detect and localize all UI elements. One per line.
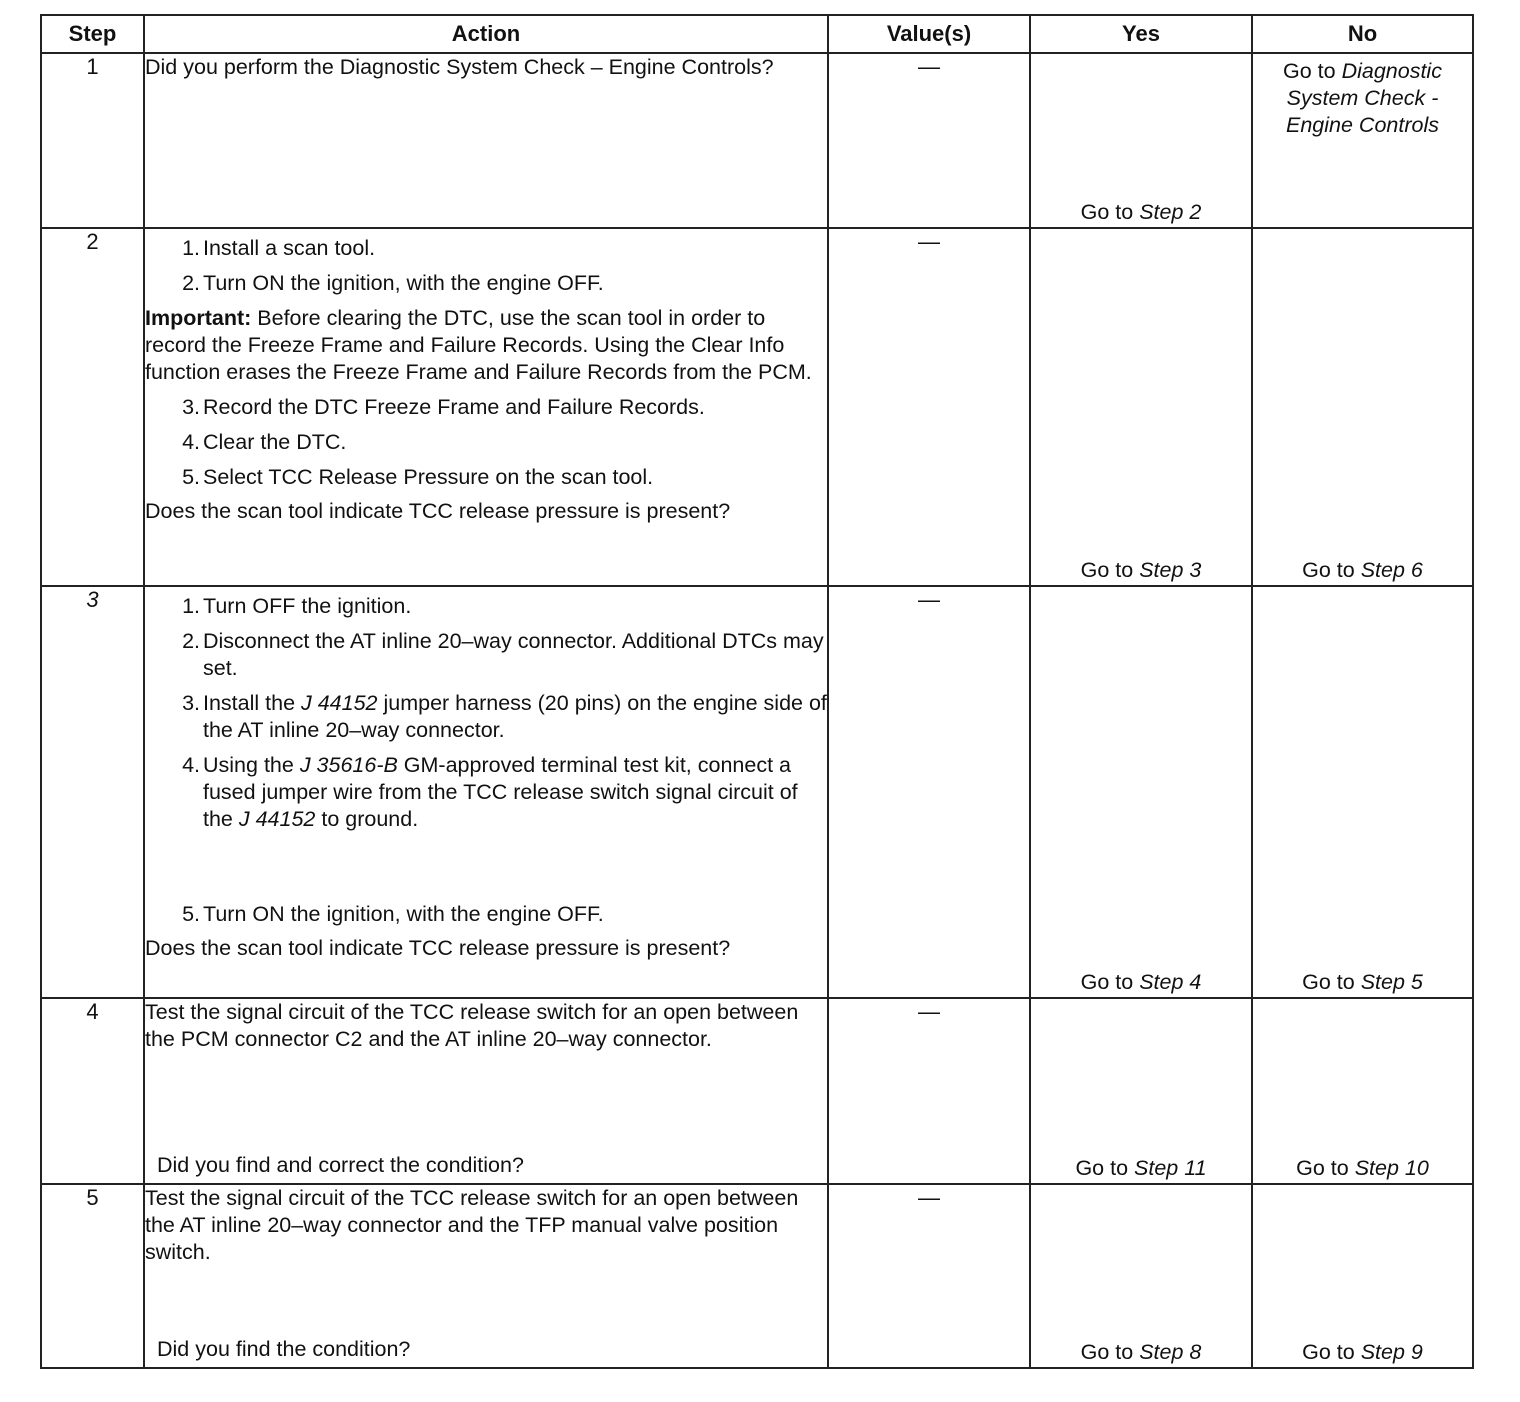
yes-link[interactable] bbox=[1031, 970, 1251, 995]
item-text: Install a scan tool. bbox=[203, 236, 376, 260]
step-number: 3 bbox=[41, 586, 144, 998]
goto-target: Step 6 bbox=[1360, 558, 1423, 582]
goto-target: Step 4 bbox=[1139, 970, 1202, 994]
step-number: 2 bbox=[41, 228, 144, 586]
list-item bbox=[145, 752, 827, 833]
goto-prefix: Go to bbox=[1302, 970, 1361, 994]
value-cell: — bbox=[828, 1184, 1030, 1368]
header-action: Action bbox=[144, 15, 828, 53]
item-number: 5. bbox=[182, 465, 200, 489]
no-cell bbox=[1252, 228, 1473, 586]
value-cell: — bbox=[828, 53, 1030, 228]
list-item bbox=[145, 628, 827, 682]
item-text bbox=[203, 752, 827, 833]
step-number: 1 bbox=[41, 53, 144, 228]
item-number: 5. bbox=[182, 902, 200, 926]
item-number: 3. bbox=[182, 395, 200, 419]
yes-cell bbox=[1030, 586, 1252, 998]
header-row bbox=[41, 15, 1473, 53]
yes-link[interactable] bbox=[1031, 1156, 1251, 1181]
item-number: 2. bbox=[182, 629, 200, 653]
list-item bbox=[145, 270, 827, 297]
action-question: Does the scan tool indicate TCC release pressure is present? bbox=[145, 936, 731, 960]
important-label: Important: bbox=[145, 306, 252, 330]
goto-prefix: Go to bbox=[1080, 200, 1140, 224]
important-note bbox=[145, 305, 827, 386]
item-text bbox=[203, 690, 827, 744]
table-row bbox=[41, 1184, 1473, 1368]
goto-target: Step 5 bbox=[1360, 970, 1423, 994]
action-question: Did you find the condition? bbox=[157, 1337, 411, 1361]
no-cell bbox=[1252, 586, 1473, 998]
goto-prefix: Go to bbox=[1283, 59, 1342, 83]
action-text: Did you perform the Diagnostic System Check – Engine Controls? bbox=[145, 55, 774, 79]
item-text-part: jumper harness (20 pins) on the engine side of the AT inline 20–way connector. bbox=[203, 691, 827, 742]
goto-target: Diagnostic System Check - Engine Controls bbox=[1286, 59, 1442, 137]
action-list bbox=[145, 394, 827, 491]
item-number: 4. bbox=[182, 753, 200, 777]
item-number: 3. bbox=[182, 691, 200, 715]
action-text: Test the signal circuit of the TCC release switch for an open between the AT inline 20–way connector and the TFP manual valve position switch. bbox=[145, 1186, 799, 1264]
action-cell bbox=[144, 53, 828, 228]
step-number: 4 bbox=[41, 998, 144, 1184]
diagnostic-table bbox=[40, 14, 1474, 1369]
item-text: Record the DTC Freeze Frame and Failure Records. bbox=[203, 395, 705, 419]
no-link[interactable] bbox=[1253, 1340, 1472, 1365]
header-values: Value(s) bbox=[828, 15, 1030, 53]
item-text-part: Using the bbox=[203, 753, 300, 777]
goto-prefix: Go to bbox=[1080, 1340, 1140, 1364]
item-text: Disconnect the AT inline 20–way connector. Additional DTCs may set. bbox=[203, 629, 824, 680]
table-row bbox=[41, 586, 1473, 998]
goto-prefix: Go to bbox=[1080, 970, 1140, 994]
no-cell bbox=[1252, 998, 1473, 1184]
goto-target: Step 9 bbox=[1360, 1340, 1423, 1364]
list-item bbox=[145, 394, 827, 421]
tool-reference: J 44152 bbox=[238, 807, 316, 831]
list-item bbox=[145, 690, 827, 744]
item-text: Turn ON the ignition, with the engine OFF. bbox=[203, 902, 604, 926]
table-row bbox=[41, 228, 1473, 586]
tool-reference: J 35616-B bbox=[299, 753, 398, 777]
item-text-part: GM-approved terminal test kit, connect a fused jumper wire from the TCC release switch signal circuit of the bbox=[203, 753, 798, 831]
goto-prefix: Go to bbox=[1296, 1156, 1355, 1180]
goto-prefix: Go to bbox=[1080, 558, 1140, 582]
no-link[interactable] bbox=[1253, 54, 1472, 139]
list-item bbox=[145, 235, 827, 262]
step-number: 5 bbox=[41, 1184, 144, 1368]
item-text: Turn OFF the ignition. bbox=[203, 594, 412, 618]
no-link[interactable] bbox=[1253, 1156, 1472, 1181]
item-text-part: Install the bbox=[203, 691, 301, 715]
value-cell: — bbox=[828, 228, 1030, 586]
action-question: Does the scan tool indicate TCC release pressure is present? bbox=[145, 499, 731, 523]
no-link[interactable] bbox=[1253, 558, 1472, 583]
action-text: Test the signal circuit of the TCC release switch for an open between the PCM connector C2 and the AT inline 20–way connector. bbox=[145, 1000, 799, 1051]
table-row bbox=[41, 998, 1473, 1184]
yes-cell bbox=[1030, 998, 1252, 1184]
goto-target: Step 2 bbox=[1139, 200, 1202, 224]
no-link[interactable] bbox=[1253, 970, 1472, 995]
header-no: No bbox=[1252, 15, 1473, 53]
item-text-part: to ground. bbox=[315, 807, 419, 831]
action-list bbox=[145, 235, 827, 297]
header-step: Step bbox=[41, 15, 144, 53]
list-item bbox=[145, 429, 827, 456]
no-cell bbox=[1252, 53, 1473, 228]
important-text: Before clearing the DTC, use the scan tool in order to record the Freeze Frame and Failure Records. Using the Clear Info function erases the Freeze Frame and Failure Records from the PCM. bbox=[145, 306, 812, 384]
action-question: Did you find and correct the condition? bbox=[157, 1153, 524, 1177]
yes-link[interactable] bbox=[1031, 200, 1251, 225]
goto-prefix: Go to bbox=[1302, 1340, 1361, 1364]
goto-prefix: Go to bbox=[1302, 558, 1361, 582]
value-cell: — bbox=[828, 586, 1030, 998]
goto-prefix: Go to bbox=[1075, 1156, 1135, 1180]
header-yes: Yes bbox=[1030, 15, 1252, 53]
list-item bbox=[145, 901, 827, 928]
action-cell bbox=[144, 228, 828, 586]
table-row bbox=[41, 53, 1473, 228]
goto-target: Step 3 bbox=[1139, 558, 1202, 582]
yes-cell bbox=[1030, 228, 1252, 586]
item-number: 1. bbox=[182, 594, 200, 618]
item-number: 2. bbox=[182, 271, 200, 295]
list-item bbox=[145, 464, 827, 491]
yes-cell bbox=[1030, 53, 1252, 228]
item-number: 1. bbox=[182, 236, 200, 260]
goto-target: Step 11 bbox=[1134, 1156, 1207, 1180]
no-cell bbox=[1252, 1184, 1473, 1368]
item-text: Turn ON the ignition, with the engine OFF. bbox=[203, 271, 604, 295]
goto-target: Step 10 bbox=[1354, 1156, 1429, 1180]
item-number: 4. bbox=[182, 430, 200, 454]
action-cell bbox=[144, 586, 828, 998]
item-text: Select TCC Release Pressure on the scan tool. bbox=[203, 465, 654, 489]
yes-cell bbox=[1030, 1184, 1252, 1368]
action-list bbox=[145, 593, 827, 928]
list-item bbox=[145, 593, 827, 620]
value-cell: — bbox=[828, 998, 1030, 1184]
goto-target: Step 8 bbox=[1139, 1340, 1202, 1364]
tool-reference: J 44152 bbox=[301, 691, 378, 715]
item-text: Clear the DTC. bbox=[203, 430, 347, 454]
yes-link[interactable] bbox=[1031, 558, 1251, 583]
action-cell bbox=[144, 998, 828, 1184]
yes-link[interactable] bbox=[1031, 1340, 1251, 1365]
action-cell bbox=[144, 1184, 828, 1368]
